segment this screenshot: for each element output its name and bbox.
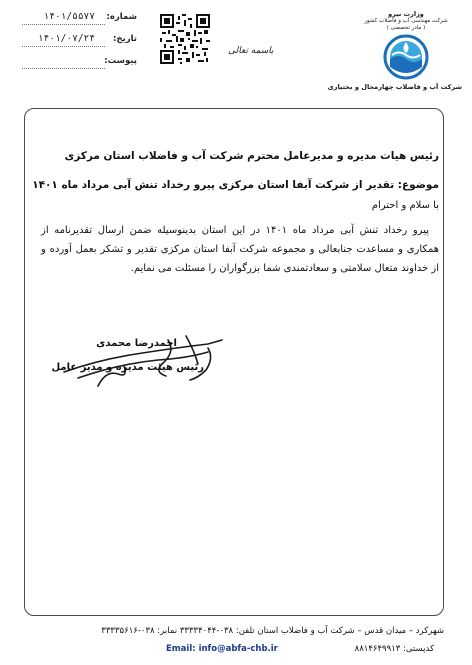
parent-company-note: ( مادر تخصصی ) <box>386 25 426 31</box>
letter-meta <box>22 12 137 78</box>
signatory-title: رئیس هیئت مدیره و مدیر عامل <box>51 362 204 373</box>
water-company-logo-icon <box>380 34 432 80</box>
number-label: شماره: <box>106 12 137 22</box>
attachment-row <box>22 56 137 78</box>
date-value: ۱۴۰۱/۰۷/۲۴ <box>37 33 95 44</box>
number-value: ۱۴۰۱/۵۵۷۷ <box>43 11 95 22</box>
letter-recipient: رئیس هیات مدیره و مدیرعامل محترم شرکت آب و فاضلاب استان مرکزی <box>64 150 439 162</box>
date-dotted-line <box>22 46 105 47</box>
date-label: تاریخ: <box>113 34 137 44</box>
letter-greeting: با سلام و احترام <box>371 200 439 211</box>
letter-number-row <box>22 12 137 34</box>
footer-email: Email: info@abfa-chb.ir <box>166 644 278 654</box>
letterhead-logo-block <box>356 10 456 80</box>
attachment-label: پیوست: <box>104 56 137 66</box>
letter-body: پیرو رخداد تنش آبی مرداد ماه ۱۴۰۱ در این استان بدینوسیله ضمن ارسال تقدیرنامه از همکاری و مساعدت جنابعالی و مجموعه شرکت آبفا استان مرکزی تقدیر و تشکر بعمل آورده و از خداوند متعال سلامتی و سعادتمندی شما بزرگواران را مسئلت می نمایم. <box>41 225 439 274</box>
footer-postal-code: کدپستی: ۸۸۱۴۶۴۹۹۱۳ <box>354 644 434 654</box>
qr-code-icon <box>160 14 210 64</box>
letter-date-row <box>22 34 137 56</box>
signatory-name: احمدرضا محمدی <box>96 338 177 349</box>
footer-address: شهرکرد – میدان قدس – شرکت آب و فاضلاب استان تلفن: ۰۳۸-۳۳۳۳۴۰۴۴ نمابر: ۰۳۸-۳۳۳۳۵۶۱۶ <box>101 626 444 636</box>
bismillah-heading: باسمه تعالی <box>228 46 274 56</box>
parent-company-name: شرکت مهندسی آب و فاضلاب کشور <box>364 18 448 24</box>
letter-subject: موضوع: تقدیر از شرکت آبفا استان مرکزی پیرو رخداد تنش آبی مرداد ماه ۱۴۰۱ <box>32 179 439 191</box>
number-dotted-line <box>22 24 105 25</box>
ministry-name: وزارت نیرو <box>388 10 424 18</box>
attachment-dotted-line <box>22 68 105 69</box>
company-name: شرکت آب و فاضلاب چهارمحال و بختیاری <box>327 83 462 91</box>
